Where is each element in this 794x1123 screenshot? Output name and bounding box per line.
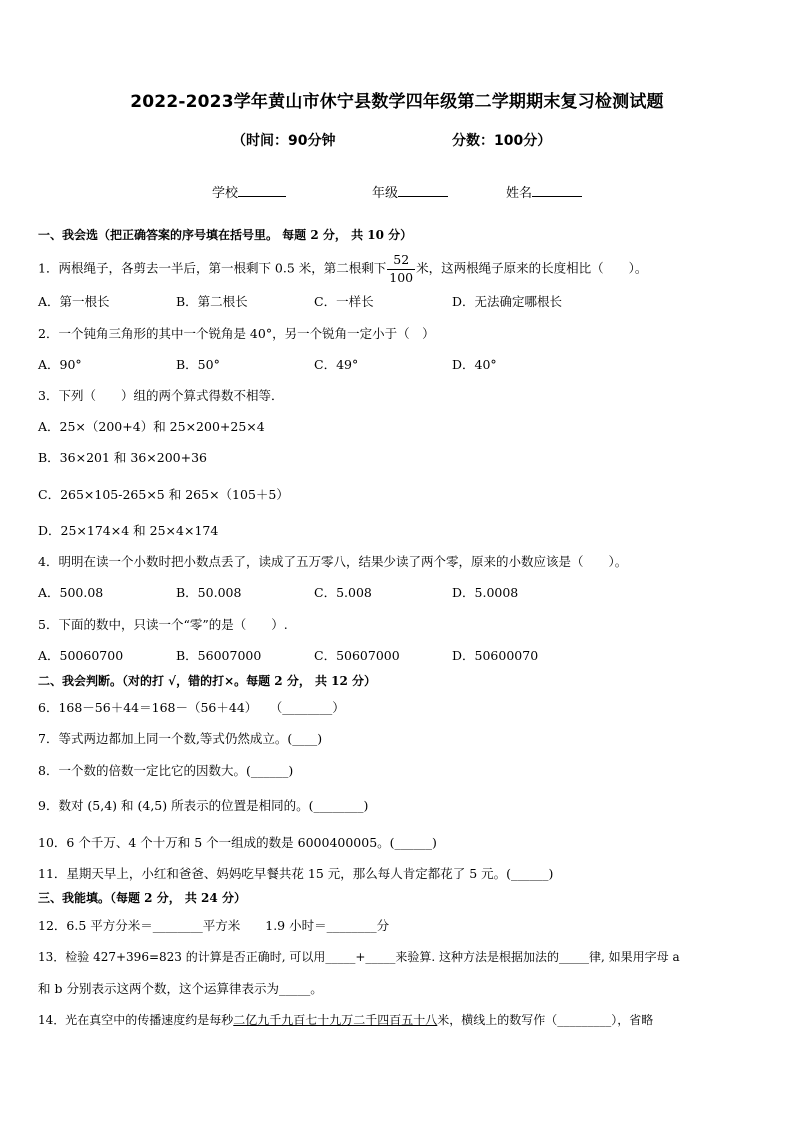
q2-option-d[interactable]: D．40° (452, 357, 497, 372)
exam-time: （时间：90分钟 (232, 133, 336, 149)
grade-label: 年级 (372, 186, 399, 201)
grade-field[interactable] (372, 182, 448, 201)
question-12[interactable]: 12．6.5 平方分米＝________平方米 1.9 小时＝________分 (38, 918, 390, 933)
question-7[interactable]: 7．等式两边都加上同一个数,等式仍然成立。(____) (38, 731, 323, 746)
question-9[interactable]: 9．数对 (5,4) 和 (4,5) 所表示的位置是相同的。(________) (38, 798, 369, 813)
q3-option-a[interactable]: A．25×（200+4）和 25×200+25×4 (38, 419, 265, 434)
q2-option-b[interactable]: B．50° (176, 357, 220, 372)
q5-option-a[interactable]: A．50060700 (38, 648, 124, 663)
section-2-heading: 二、我会判断。（对的打 √，错的打×。每题 2 分， 共 12 分） (38, 674, 377, 688)
grade-blank[interactable] (398, 182, 448, 197)
underlined-number: 二亿九千九百七十九万二千四百五十八 (233, 1013, 438, 1027)
question-3: 3．下列（ ）组的两个算式得数不相等． (38, 388, 284, 403)
page-title: 2022-2023学年黄山市休宁县数学四年级第二学期期末复习检测试题 (130, 92, 664, 112)
question-10[interactable]: 10．6 个千万、4 个十万和 5 个一组成的数是 6000400005。(______) (38, 835, 437, 850)
name-field[interactable] (506, 182, 582, 201)
question-11[interactable]: 11．星期天早上，小红和爸爸、妈妈吃早餐共花 15 元，那么每人肯定都花了 5 元。(______) (38, 866, 554, 881)
question-6[interactable]: 6．168－56＋44＝168－（56＋44） （________） (38, 700, 345, 715)
q4-option-a[interactable]: A．500.08 (38, 585, 104, 600)
name-label: 姓名 (506, 186, 533, 201)
q5-option-d[interactable]: D．50600070 (452, 648, 539, 663)
q5-option-c[interactable]: C．50607000 (314, 648, 400, 663)
q3-option-c[interactable]: C．265×105-265×5 和 265×（105＋5） (38, 487, 289, 502)
fraction: $\frac{52}{100}$ (389, 252, 414, 285)
question-5: 5．下面的数中，只读一个“零”的是（ ）. (38, 617, 288, 632)
q5-option-b[interactable]: B．56007000 (176, 648, 262, 663)
question-4: 4．明明在读一个小数时把小数点丢了，读成了五万零八，结果少读了两个零，原来的小数应该是（ ）。 (38, 554, 628, 569)
school-blank[interactable] (238, 182, 286, 197)
q2-option-a[interactable]: A．90° (38, 357, 82, 372)
q3-option-b[interactable]: B．36×201 和 36×200+36 (38, 450, 207, 465)
question-14[interactable]: 14．光在真空中的传播速度约是每秒二亿九千九百七十九万二千四百五十八米，横线上的数写作（_________），省略 (38, 1013, 654, 1027)
section-3-heading: 三、我能填。（每题 2 分， 共 24 分） (38, 891, 246, 905)
q4-option-c[interactable]: C．5.008 (314, 585, 372, 600)
exam-score: 分数：100分） (452, 133, 552, 149)
section-1-heading: 一、我会选（把正确答案的序号填在括号里。 每题 2 分， 共 10 分） (38, 228, 413, 242)
q2-option-c[interactable]: C．49° (314, 357, 359, 372)
q3-option-d[interactable]: D．25×174×4 和 25×4×174 (38, 523, 219, 538)
q1-option-a[interactable]: A．第一根长 (38, 294, 110, 309)
question-2: 2．一个钝角三角形的其中一个锐角是 40°，另一个锐角一定小于（ ） (38, 326, 435, 341)
q4-option-b[interactable]: B．50.008 (176, 585, 242, 600)
question-1: 1．两根绳子，各剪去一半后，第一根剩下 0.5 米，第二根剩下 $\frac{52}{100}$ 米，这两根绳子原来的长度相比（ ）。 (38, 252, 648, 285)
q1-option-b[interactable]: B．第二根长 (176, 294, 248, 309)
q4-option-d[interactable]: D．5.0008 (452, 585, 519, 600)
question-13-line-2[interactable]: 和 b 分别表示这两个数，这个运算律表示为_____。 (38, 981, 323, 996)
question-13-line-1[interactable]: 13．检验 427+396=823 的计算是否正确时, 可以用_____+_____来验算. 这种方法是根据加法的_____律, 如果用字母 a (38, 950, 680, 964)
school-label: 学校 (212, 186, 239, 201)
name-blank[interactable] (532, 182, 582, 197)
question-8[interactable]: 8．一个数的倍数一定比它的因数大。(______) (38, 763, 294, 778)
q1-option-c[interactable]: C．一样长 (314, 294, 374, 309)
q1-option-d[interactable]: D．无法确定哪根长 (452, 294, 563, 309)
school-field[interactable] (212, 182, 286, 201)
